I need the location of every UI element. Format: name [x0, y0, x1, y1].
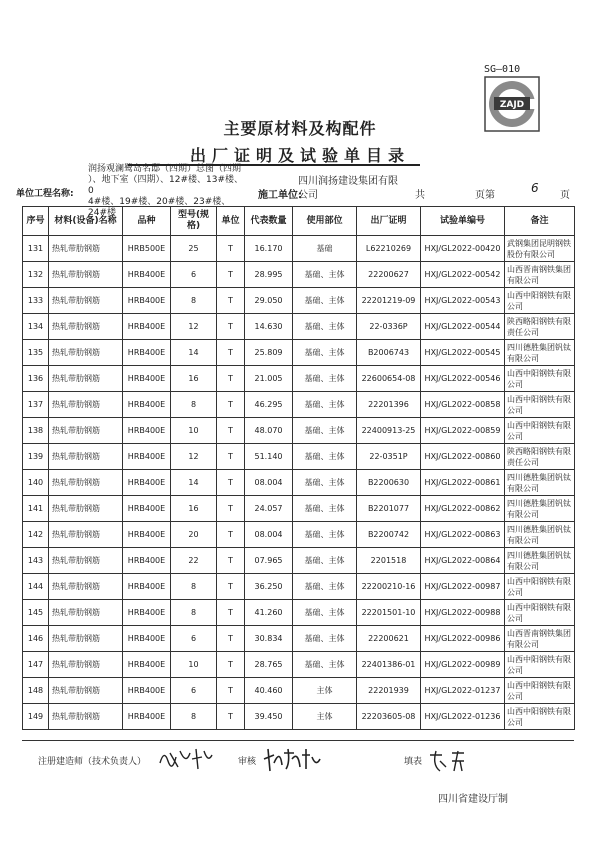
table-row: [23, 236, 575, 262]
row-number-cell: 149: [23, 704, 49, 730]
quantity-cell: 08.004: [245, 470, 293, 496]
material-name-cell: 热轧带肋钢筋: [49, 444, 123, 470]
model-spec-cell: 14: [171, 340, 217, 366]
engineer-label: 注册建造师（技术负责人）: [38, 757, 147, 767]
manufacturer-cell: 陕西略阳钢铁有限责任公司: [505, 314, 575, 340]
factory-cert-cell: 22-0336P: [357, 314, 421, 340]
variety-cell: HRB400E: [123, 340, 171, 366]
factory-cert-cell: B2006743: [357, 340, 421, 366]
factory-cert-cell: 2201518: [357, 548, 421, 574]
quantity-cell: 14.630: [245, 314, 293, 340]
project-line: 4#楼、19#楼、20#楼、23#楼、24#楼: [88, 197, 231, 218]
page-number: 6: [531, 181, 539, 195]
table-row: [23, 574, 575, 600]
model-spec-cell: 8: [171, 704, 217, 730]
model-spec-cell: 12: [171, 444, 217, 470]
manufacturer-cell: 四川德胜集团钒钛有限公司: [505, 548, 575, 574]
table-row: [23, 392, 575, 418]
quantity-cell: 16.170: [245, 236, 293, 262]
table-row: [23, 262, 575, 288]
materials-table: [22, 206, 575, 730]
test-report-no-cell: HXJ/GL2022-00860: [421, 444, 505, 470]
logo-text: ZAJD: [499, 100, 525, 110]
usage-location-cell: 基础、主体: [293, 366, 357, 392]
manufacturer-cell: 山西中阳钢铁有限公司: [505, 704, 575, 730]
usage-location-cell: 基础、主体: [293, 418, 357, 444]
factory-cert-cell: B2201077: [357, 496, 421, 522]
test-report-no-cell: HXJ/GL2022-00542: [421, 262, 505, 288]
row-number-cell: 141: [23, 496, 49, 522]
unit-cell: T: [217, 496, 245, 522]
test-report-no-cell: HXJ/GL2022-00988: [421, 600, 505, 626]
manufacturer-cell: 陕西略阳钢铁有限责任公司: [505, 444, 575, 470]
test-report-no-cell: HXJ/GL2022-00544: [421, 314, 505, 340]
manufacturer-cell: 山西中阳钢铁有限公司: [505, 678, 575, 704]
unit-cell: T: [217, 704, 245, 730]
col-header: 序号: [23, 207, 49, 236]
test-report-no-cell: HXJ/GL2022-01237: [421, 678, 505, 704]
model-spec-cell: 8: [171, 392, 217, 418]
form-code: SG—010: [484, 64, 521, 75]
material-name-cell: 热轧带肋钢筋: [49, 548, 123, 574]
material-name-cell: 热轧带肋钢筋: [49, 340, 123, 366]
manufacturer-cell: 山西中阳钢铁有限公司: [505, 652, 575, 678]
col-header: 单位: [217, 207, 245, 236]
page-suffix: 页: [560, 190, 570, 201]
usage-location-cell: 基础、主体: [293, 470, 357, 496]
table-header-row: [23, 207, 575, 236]
row-number-cell: 147: [23, 652, 49, 678]
row-number-cell: 145: [23, 600, 49, 626]
quantity-cell: 48.070: [245, 418, 293, 444]
unit-cell: T: [217, 626, 245, 652]
factory-cert-cell: 22400913-25: [357, 418, 421, 444]
test-report-no-cell: HXJ/GL2022-00862: [421, 496, 505, 522]
factory-cert-cell: 22201501-10: [357, 600, 421, 626]
test-report-no-cell: HXJ/GL2022-00859: [421, 418, 505, 444]
engineer-signature: [156, 745, 216, 773]
unit-cell: T: [217, 470, 245, 496]
unit-cell: T: [217, 262, 245, 288]
quantity-cell: 08.004: [245, 522, 293, 548]
material-name-cell: 热轧带肋钢筋: [49, 470, 123, 496]
manufacturer-cell: 山西中阳钢铁有限公司: [505, 392, 575, 418]
table-row: [23, 418, 575, 444]
table-body: [23, 236, 575, 730]
usage-location-cell: 基础、主体: [293, 392, 357, 418]
model-spec-cell: 16: [171, 496, 217, 522]
manufacturer-cell: 山西晋南钢铁集团有限公司: [505, 626, 575, 652]
model-spec-cell: 8: [171, 600, 217, 626]
model-spec-cell: 10: [171, 418, 217, 444]
col-header: 型号(规格): [171, 207, 217, 236]
model-spec-cell: 20: [171, 522, 217, 548]
model-spec-cell: 8: [171, 574, 217, 600]
page-title: 主要原材料及构配件: [223, 119, 377, 138]
variety-cell: HRB500E: [123, 236, 171, 262]
col-header: 备注: [505, 207, 575, 236]
material-name-cell: 热轧带肋钢筋: [49, 236, 123, 262]
material-name-cell: 热轧带肋钢筋: [49, 600, 123, 626]
material-name-cell: 热轧带肋钢筋: [49, 288, 123, 314]
table-row: [23, 678, 575, 704]
material-name-cell: 热轧带肋钢筋: [49, 652, 123, 678]
factory-cert-cell: 22600654-08: [357, 366, 421, 392]
builder-name: 四川润扬建设集团有限: [298, 176, 398, 187]
usage-location-cell: 基础、主体: [293, 496, 357, 522]
variety-cell: HRB400E: [123, 600, 171, 626]
preparer-signature: [426, 747, 486, 775]
usage-location-cell: 基础、主体: [293, 340, 357, 366]
col-header: 品种: [123, 207, 171, 236]
quantity-cell: 28.765: [245, 652, 293, 678]
col-header: 出厂证明: [357, 207, 421, 236]
material-name-cell: 热轧带肋钢筋: [49, 366, 123, 392]
factory-cert-cell: 22-0351P: [357, 444, 421, 470]
project-label: 单位工程名称:: [16, 189, 74, 199]
manufacturer-cell: 山西中阳钢铁有限公司: [505, 366, 575, 392]
material-name-cell: 热轧带肋钢筋: [49, 418, 123, 444]
row-number-cell: 142: [23, 522, 49, 548]
page-subtitle: 出厂证明及试验单目录: [189, 146, 410, 165]
issuer: 四川省建设厅制: [438, 794, 508, 805]
unit-cell: T: [217, 418, 245, 444]
variety-cell: HRB400E: [123, 392, 171, 418]
row-number-cell: 132: [23, 262, 49, 288]
model-spec-cell: 8: [171, 288, 217, 314]
test-report-no-cell: HXJ/GL2022-00861: [421, 470, 505, 496]
builder-label: 施工单位:: [258, 190, 302, 201]
model-spec-cell: 14: [171, 470, 217, 496]
row-number-cell: 134: [23, 314, 49, 340]
variety-cell: HRB400E: [123, 444, 171, 470]
usage-location-cell: 基础、主体: [293, 626, 357, 652]
factory-cert-cell: 22401386-01: [357, 652, 421, 678]
row-number-cell: 143: [23, 548, 49, 574]
model-spec-cell: 6: [171, 626, 217, 652]
variety-cell: HRB400E: [123, 548, 171, 574]
usage-location-cell: 主体: [293, 678, 357, 704]
factory-cert-cell: 22203605-08: [357, 704, 421, 730]
reviewer-signature: [262, 745, 322, 773]
unit-cell: T: [217, 444, 245, 470]
project-line: 润扬观澜鹭岛名邸（四期）总图（四期: [88, 164, 242, 174]
unit-cell: T: [217, 522, 245, 548]
row-number-cell: 140: [23, 470, 49, 496]
manufacturer-cell: 山西晋南钢铁集团有限公司: [505, 262, 575, 288]
table-row: [23, 626, 575, 652]
material-name-cell: 热轧带肋钢筋: [49, 574, 123, 600]
test-report-no-cell: HXJ/GL2022-00989: [421, 652, 505, 678]
usage-location-cell: 基础、主体: [293, 262, 357, 288]
material-name-cell: 热轧带肋钢筋: [49, 678, 123, 704]
usage-location-cell: 基础: [293, 236, 357, 262]
table-row: [23, 496, 575, 522]
col-header: 代表数量: [245, 207, 293, 236]
unit-cell: T: [217, 574, 245, 600]
model-spec-cell: 25: [171, 236, 217, 262]
material-name-cell: 热轧带肋钢筋: [49, 392, 123, 418]
usage-location-cell: 主体: [293, 704, 357, 730]
unit-cell: T: [217, 678, 245, 704]
test-report-no-cell: HXJ/GL2022-01236: [421, 704, 505, 730]
factory-cert-cell: 22201939: [357, 678, 421, 704]
variety-cell: HRB400E: [123, 704, 171, 730]
builder-name-cont: 公司: [298, 190, 318, 201]
factory-cert-cell: 22200627: [357, 262, 421, 288]
quantity-cell: 28.995: [245, 262, 293, 288]
unit-cell: T: [217, 392, 245, 418]
manufacturer-cell: 山西中阳钢铁有限公司: [505, 418, 575, 444]
table-row: [23, 470, 575, 496]
quantity-cell: 40.460: [245, 678, 293, 704]
manufacturer-cell: 武钢集团昆明钢铁股份有限公司: [505, 236, 575, 262]
quantity-cell: 36.250: [245, 574, 293, 600]
usage-location-cell: 基础、主体: [293, 548, 357, 574]
row-number-cell: 135: [23, 340, 49, 366]
manufacturer-cell: 四川德胜集团钒钛有限公司: [505, 340, 575, 366]
table-row: [23, 340, 575, 366]
factory-cert-cell: 22200621: [357, 626, 421, 652]
table-row: [23, 522, 575, 548]
quantity-cell: 07.965: [245, 548, 293, 574]
material-name-cell: 热轧带肋钢筋: [49, 626, 123, 652]
variety-cell: HRB400E: [123, 496, 171, 522]
model-spec-cell: 10: [171, 652, 217, 678]
usage-location-cell: 基础、主体: [293, 288, 357, 314]
unit-cell: T: [217, 236, 245, 262]
unit-cell: T: [217, 548, 245, 574]
factory-cert-cell: 22201396: [357, 392, 421, 418]
test-report-no-cell: HXJ/GL2022-00863: [421, 522, 505, 548]
page-text: 共 页第: [415, 190, 495, 201]
row-number-cell: 139: [23, 444, 49, 470]
col-header: 材料(设备)名称: [49, 207, 123, 236]
model-spec-cell: 6: [171, 678, 217, 704]
row-number-cell: 148: [23, 678, 49, 704]
manufacturer-cell: 四川德胜集团钒钛有限公司: [505, 496, 575, 522]
model-spec-cell: 16: [171, 366, 217, 392]
quantity-cell: 21.005: [245, 366, 293, 392]
quantity-cell: 51.140: [245, 444, 293, 470]
unit-cell: T: [217, 366, 245, 392]
variety-cell: HRB400E: [123, 678, 171, 704]
table-row: [23, 600, 575, 626]
test-report-no-cell: HXJ/GL2022-00987: [421, 574, 505, 600]
variety-cell: HRB400E: [123, 470, 171, 496]
quantity-cell: 24.057: [245, 496, 293, 522]
table-row: [23, 704, 575, 730]
col-header: 试验单编号: [421, 207, 505, 236]
quantity-cell: 29.050: [245, 288, 293, 314]
usage-location-cell: 基础、主体: [293, 574, 357, 600]
model-spec-cell: 6: [171, 262, 217, 288]
quantity-cell: 41.260: [245, 600, 293, 626]
table-row: [23, 652, 575, 678]
unit-cell: T: [217, 600, 245, 626]
factory-cert-cell: B2200630: [357, 470, 421, 496]
variety-cell: HRB400E: [123, 314, 171, 340]
test-report-no-cell: HXJ/GL2022-00545: [421, 340, 505, 366]
model-spec-cell: 12: [171, 314, 217, 340]
table-row: [23, 288, 575, 314]
model-spec-cell: 22: [171, 548, 217, 574]
row-number-cell: 146: [23, 626, 49, 652]
manufacturer-cell: 四川德胜集团钒钛有限公司: [505, 470, 575, 496]
table-row: [23, 314, 575, 340]
quantity-cell: 30.834: [245, 626, 293, 652]
variety-cell: HRB400E: [123, 262, 171, 288]
reviewer-label: 审核: [238, 757, 257, 767]
usage-location-cell: 基础、主体: [293, 652, 357, 678]
quantity-cell: 46.295: [245, 392, 293, 418]
quantity-cell: 25.809: [245, 340, 293, 366]
test-report-no-cell: HXJ/GL2022-00420: [421, 236, 505, 262]
row-number-cell: 138: [23, 418, 49, 444]
quantity-cell: 39.450: [245, 704, 293, 730]
variety-cell: HRB400E: [123, 652, 171, 678]
test-report-no-cell: HXJ/GL2022-00546: [421, 366, 505, 392]
manufacturer-cell: 山西中阳钢铁有限公司: [505, 288, 575, 314]
usage-location-cell: 基础、主体: [293, 314, 357, 340]
row-number-cell: 144: [23, 574, 49, 600]
material-name-cell: 热轧带肋钢筋: [49, 262, 123, 288]
row-number-cell: 133: [23, 288, 49, 314]
material-name-cell: 热轧带肋钢筋: [49, 314, 123, 340]
material-name-cell: 热轧带肋钢筋: [49, 522, 123, 548]
variety-cell: HRB400E: [123, 522, 171, 548]
row-number-cell: 136: [23, 366, 49, 392]
factory-cert-cell: L62210269: [357, 236, 421, 262]
table-row: [23, 366, 575, 392]
variety-cell: HRB400E: [123, 288, 171, 314]
variety-cell: HRB400E: [123, 418, 171, 444]
unit-cell: T: [217, 340, 245, 366]
test-report-no-cell: HXJ/GL2022-00864: [421, 548, 505, 574]
usage-location-cell: 基础、主体: [293, 522, 357, 548]
manufacturer-cell: 山西中阳钢铁有限公司: [505, 574, 575, 600]
unit-cell: T: [217, 652, 245, 678]
factory-cert-cell: 22201219-09: [357, 288, 421, 314]
manufacturer-cell: 山西中阳钢铁有限公司: [505, 600, 575, 626]
row-number-cell: 137: [23, 392, 49, 418]
material-name-cell: 热轧带肋钢筋: [49, 704, 123, 730]
test-report-no-cell: HXJ/GL2022-00986: [421, 626, 505, 652]
row-number-cell: 131: [23, 236, 49, 262]
unit-cell: T: [217, 314, 245, 340]
project-line: ）、地下室（四期）、12#楼、13#楼、0: [88, 175, 243, 196]
test-report-no-cell: HXJ/GL2022-00543: [421, 288, 505, 314]
manufacturer-cell: 四川德胜集团钒钛有限公司: [505, 522, 575, 548]
variety-cell: HRB400E: [123, 574, 171, 600]
unit-cell: T: [217, 288, 245, 314]
factory-cert-cell: 22200210-16: [357, 574, 421, 600]
preparer-label: 填表: [404, 757, 423, 767]
col-header: 使用部位: [293, 207, 357, 236]
usage-location-cell: 基础、主体: [293, 444, 357, 470]
factory-cert-cell: B2200742: [357, 522, 421, 548]
table-row: [23, 444, 575, 470]
material-name-cell: 热轧带肋钢筋: [49, 496, 123, 522]
page-info: [415, 186, 495, 201]
variety-cell: HRB400E: [123, 626, 171, 652]
usage-location-cell: 基础、主体: [293, 600, 357, 626]
variety-cell: HRB400E: [123, 366, 171, 392]
test-report-no-cell: HXJ/GL2022-00858: [421, 392, 505, 418]
table-row: [23, 548, 575, 574]
